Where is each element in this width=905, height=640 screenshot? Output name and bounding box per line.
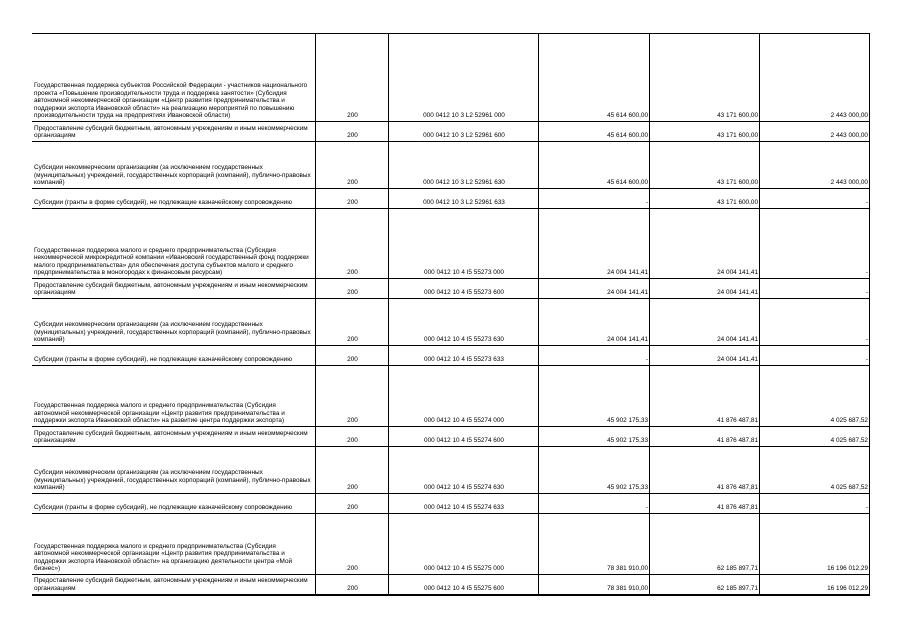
row-value2-cell-text: 24 004 141,41: [717, 289, 758, 297]
row-code-cell-text: 200: [347, 179, 358, 187]
row-value1-cell: [539, 427, 650, 447]
row-kbk-cell: [389, 279, 539, 299]
table-row: [33, 122, 870, 142]
row-value2-cell: [650, 427, 760, 447]
row-name-cell-text: Субсидии (гранты в форме субсидий), не подлежащие казначейскому сопровождению: [34, 356, 292, 364]
row-value1-cell-text: -: [645, 356, 648, 364]
row-name-cell-text: Государственная поддержка малого и среднего предпринимательства (Субсидия автономной некоммерческой организации «Центр развития предпринимательства и поддержки экспорта Ивановской области» на организацию деятельности центра «Мой бизнес»): [34, 542, 293, 573]
row-kbk-cell-text: 000 0412 10 4 I5 55274 630: [424, 484, 504, 492]
row-value3-cell: [760, 122, 870, 142]
row-value1-cell: [539, 34, 650, 122]
row-code-cell-text: 200: [347, 437, 358, 445]
row-name-cell: [33, 34, 316, 122]
row-value2-cell-text: 41 876 487,81: [717, 417, 758, 425]
row-kbk-cell: [389, 209, 539, 279]
row-value1-cell-text: 78 381 910,00: [607, 584, 648, 592]
row-code-cell: [316, 575, 389, 595]
table-row: [33, 142, 870, 189]
row-kbk-cell-text: 000 0412 10 4 I5 55273 600: [424, 289, 504, 297]
row-code-cell: [316, 514, 389, 575]
row-code-cell-text: 200: [347, 132, 358, 140]
row-value3-cell: [760, 142, 870, 189]
row-value1-cell-text: 45 902 175,33: [607, 417, 648, 425]
row-kbk-cell-text: 000 0412 10 4 I5 55274 633: [424, 504, 504, 512]
row-name-cell-text: Предоставление субсидий бюджетным, автономным учреждениям и иным некоммерческим организациям: [34, 429, 308, 445]
row-value2-cell-text: 24 004 141,41: [717, 336, 758, 344]
row-value3-cell: [760, 299, 870, 346]
row-name-cell-text: Предоставление субсидий бюджетным, автономным учреждениям и иным некоммерческим организациям: [34, 124, 308, 140]
row-value2-cell: [650, 34, 760, 122]
row-kbk-cell-text: 000 0412 10 3 L2 52961 633: [423, 199, 505, 207]
row-value1-cell-text: 78 381 910,00: [607, 565, 648, 573]
row-kbk-cell-text: 000 0412 10 4 I5 55275 000: [424, 565, 504, 573]
row-name-cell: [33, 122, 316, 142]
row-name-cell-text: Государственная поддержка малого и среднего предпринимательства (Субсидия некоммерческой микрокредитной компании «Ивановский государственный фонд поддержки малого предпринимательства» для обеспечения доступа субъектов малого и среднего предпринимательства в моногородах к финансовым ресурсам): [34, 246, 309, 277]
row-value3-cell-text: 16 196 012,29: [827, 584, 868, 592]
row-value1-cell: [539, 494, 650, 514]
row-value2-cell: [650, 209, 760, 279]
row-value1-cell-text: 24 004 141,41: [607, 269, 648, 277]
row-value3-cell-text: -: [865, 289, 868, 297]
row-value1-cell-text: 45 902 175,33: [607, 484, 648, 492]
row-code-cell: [316, 447, 389, 494]
row-name-cell: [33, 346, 316, 366]
row-value3-cell-text: -: [865, 199, 868, 207]
row-code-cell: [316, 346, 389, 366]
row-value3-cell-text: -: [865, 336, 868, 344]
row-kbk-cell-text: 000 0412 10 4 I5 55274 000: [424, 417, 504, 425]
row-value1-cell-text: -: [645, 504, 648, 512]
row-code-cell-text: 200: [347, 269, 358, 277]
row-name-cell: [33, 575, 316, 595]
row-value1-cell: [539, 346, 650, 366]
budget-table: [32, 33, 870, 596]
row-kbk-cell: [389, 427, 539, 447]
row-value2-cell-text: 62 185 897,71: [717, 584, 758, 592]
table-row: [33, 189, 870, 209]
row-value3-cell: [760, 514, 870, 575]
row-kbk-cell: [389, 189, 539, 209]
table-row: [33, 209, 870, 279]
table-row: [33, 34, 870, 122]
row-code-cell-text: 200: [347, 584, 358, 592]
row-kbk-cell: [389, 447, 539, 494]
row-name-cell: [33, 189, 316, 209]
row-code-cell: [316, 142, 389, 189]
row-value3-cell: [760, 494, 870, 514]
row-value1-cell: [539, 122, 650, 142]
table-row: [33, 279, 870, 299]
row-name-cell: [33, 494, 316, 514]
row-code-cell: [316, 209, 389, 279]
row-value3-cell-text: 16 196 012,29: [827, 565, 868, 573]
row-value2-cell: [650, 447, 760, 494]
table-row: [33, 346, 870, 366]
row-value2-cell: [650, 575, 760, 595]
table-row: [33, 299, 870, 346]
row-value3-cell-text: 2 443 000,00: [830, 112, 868, 120]
row-value3-cell-text: 2 443 000,00: [830, 132, 868, 140]
row-kbk-cell-text: 000 0412 10 4 I5 55274 600: [424, 437, 504, 445]
row-code-cell-text: 200: [347, 356, 358, 364]
row-kbk-cell: [389, 346, 539, 366]
row-name-cell-text: Субсидии некоммерческим организациям (за исключением государственных (муниципальных) учреждений, государственных корпораций (компаний), публично-правовых компаний): [34, 164, 311, 187]
row-code-cell: [316, 34, 389, 122]
row-value2-cell-text: 41 876 487,81: [717, 504, 758, 512]
row-name-cell: [33, 209, 316, 279]
row-value2-cell-text: 41 876 487,81: [717, 437, 758, 445]
row-kbk-cell-text: 000 0412 10 4 I5 55275 600: [424, 584, 504, 592]
row-value2-cell-text: 43 171 600,00: [717, 199, 758, 207]
row-value3-cell: [760, 427, 870, 447]
budget-table-sheet: [32, 33, 870, 596]
row-value3-cell: [760, 366, 870, 427]
row-kbk-cell: [389, 514, 539, 575]
row-name-cell-text: Предоставление субсидий бюджетным, автономным учреждениям и иным некоммерческим организациям: [34, 281, 308, 297]
row-value1-cell-text: 45 902 175,33: [607, 437, 648, 445]
row-code-cell: [316, 366, 389, 427]
row-name-cell-text: Государственная поддержка малого и среднего предпринимательства (Субсидия автономной некоммерческой организации «Центр развития предпринимательства и поддержки экспорта Ивановской области» на развитие центра поддержки экспорта): [34, 402, 285, 425]
row-value1-cell: [539, 299, 650, 346]
row-kbk-cell: [389, 34, 539, 122]
row-code-cell: [316, 279, 389, 299]
row-value3-cell: [760, 346, 870, 366]
row-value2-cell: [650, 299, 760, 346]
row-name-cell: [33, 447, 316, 494]
row-name-cell: [33, 142, 316, 189]
row-kbk-cell: [389, 142, 539, 189]
row-value1-cell: [539, 209, 650, 279]
row-kbk-cell: [389, 494, 539, 514]
row-name-cell-text: Государственная поддержка субъектов Российской Федерации - участников национального проекта «Повышение производительности труда и поддержка занятости» (Субсидия автономной некоммерческой организации «Центр развития предпринимательства и поддержки экспорта Ивановской области» на реализацию мероприятий по повышению производительности труда на предприятиях Ивановской области): [34, 82, 308, 120]
row-code-cell: [316, 122, 389, 142]
row-kbk-cell-text: 000 0412 10 3 L2 52961 000: [423, 112, 505, 120]
row-value2-cell: [650, 514, 760, 575]
row-code-cell-text: 200: [347, 484, 358, 492]
row-value3-cell-text: 4 025 687,52: [830, 437, 868, 445]
row-value2-cell: [650, 142, 760, 189]
row-value3-cell-text: -: [865, 504, 868, 512]
row-name-cell-text: Предоставление субсидий бюджетным, автономным учреждениям и иным некоммерческим организациям: [34, 577, 308, 592]
row-value2-cell: [650, 189, 760, 209]
row-value2-cell-text: 43 171 600,00: [717, 179, 758, 187]
budget-table-body: [33, 34, 870, 595]
row-name-cell: [33, 514, 316, 575]
row-kbk-cell-text: 000 0412 10 4 I5 55273 000: [424, 269, 504, 277]
row-code-cell-text: 200: [347, 565, 358, 573]
table-row: [33, 366, 870, 427]
row-value1-cell-text: -: [645, 199, 648, 207]
row-name-cell: [33, 279, 316, 299]
row-value1-cell-text: 24 004 141,41: [607, 289, 648, 297]
row-kbk-cell: [389, 122, 539, 142]
row-name-cell-text: Субсидии (гранты в форме субсидий), не подлежащие казначейскому сопровождению: [34, 504, 292, 512]
row-kbk-cell: [389, 299, 539, 346]
row-value2-cell-text: 43 171 600,00: [717, 132, 758, 140]
row-value1-cell-text: 45 614 600,00: [607, 112, 648, 120]
row-name-cell-text: Субсидии некоммерческим организациям (за исключением государственных (муниципальных) учреждений, государственных корпораций (компаний), публично-правовых компаний): [34, 469, 311, 492]
row-value1-cell: [539, 366, 650, 427]
row-kbk-cell-text: 000 0412 10 4 I5 55273 633: [424, 356, 504, 364]
row-code-cell: [316, 494, 389, 514]
row-value3-cell-text: 2 443 000,00: [830, 179, 868, 187]
row-value3-cell: [760, 575, 870, 595]
row-value3-cell: [760, 279, 870, 299]
table-row: [33, 447, 870, 494]
row-value3-cell: [760, 189, 870, 209]
row-value2-cell-text: 24 004 141,41: [717, 356, 758, 364]
row-value1-cell-text: 24 004 141,41: [607, 336, 648, 344]
row-code-cell-text: 200: [347, 199, 358, 207]
row-code-cell: [316, 189, 389, 209]
row-value1-cell: [539, 142, 650, 189]
row-kbk-cell-text: 000 0412 10 3 L2 52961 630: [423, 179, 505, 187]
table-row: [33, 575, 870, 595]
row-value1-cell-text: 45 614 600,00: [607, 132, 648, 140]
row-value1-cell: [539, 514, 650, 575]
row-value2-cell: [650, 346, 760, 366]
row-value2-cell-text: 43 171 600,00: [717, 112, 758, 120]
row-value1-cell: [539, 575, 650, 595]
row-value1-cell: [539, 447, 650, 494]
row-kbk-cell: [389, 366, 539, 427]
row-name-cell-text: Субсидии (гранты в форме субсидий), не подлежащие казначейскому сопровождению: [34, 199, 292, 207]
row-name-cell: [33, 299, 316, 346]
row-code-cell-text: 200: [347, 289, 358, 297]
row-value1-cell: [539, 279, 650, 299]
row-value3-cell: [760, 447, 870, 494]
row-value2-cell: [650, 279, 760, 299]
row-code-cell-text: 200: [347, 417, 358, 425]
row-code-cell-text: 200: [347, 504, 358, 512]
row-kbk-cell: [389, 575, 539, 595]
row-value2-cell: [650, 122, 760, 142]
table-row: [33, 514, 870, 575]
row-value1-cell: [539, 189, 650, 209]
table-row: [33, 494, 870, 514]
row-value3-cell-text: -: [865, 356, 868, 364]
row-value2-cell: [650, 494, 760, 514]
row-code-cell: [316, 299, 389, 346]
row-value3-cell-text: -: [865, 269, 868, 277]
row-kbk-cell-text: 000 0412 10 4 I5 55273 630: [424, 336, 504, 344]
row-value2-cell: [650, 366, 760, 427]
row-value3-cell: [760, 209, 870, 279]
row-code-cell-text: 200: [347, 336, 358, 344]
row-name-cell: [33, 427, 316, 447]
row-code-cell-text: 200: [347, 112, 358, 120]
row-value3-cell: [760, 34, 870, 122]
row-name-cell: [33, 366, 316, 427]
row-value1-cell-text: 45 614 600,00: [607, 179, 648, 187]
row-code-cell: [316, 427, 389, 447]
row-value2-cell-text: 62 185 897,71: [717, 565, 758, 573]
table-row: [33, 427, 870, 447]
row-value3-cell-text: 4 025 687,52: [830, 417, 868, 425]
row-name-cell-text: Субсидии некоммерческим организациям (за исключением государственных (муниципальных) учреждений, государственных корпораций (компаний), публично-правовых компаний): [34, 321, 311, 344]
row-value3-cell-text: 4 025 687,52: [830, 484, 868, 492]
row-kbk-cell-text: 000 0412 10 3 L2 52961 600: [423, 132, 505, 140]
row-value2-cell-text: 41 876 487,81: [717, 484, 758, 492]
row-value2-cell-text: 24 004 141,41: [717, 269, 758, 277]
